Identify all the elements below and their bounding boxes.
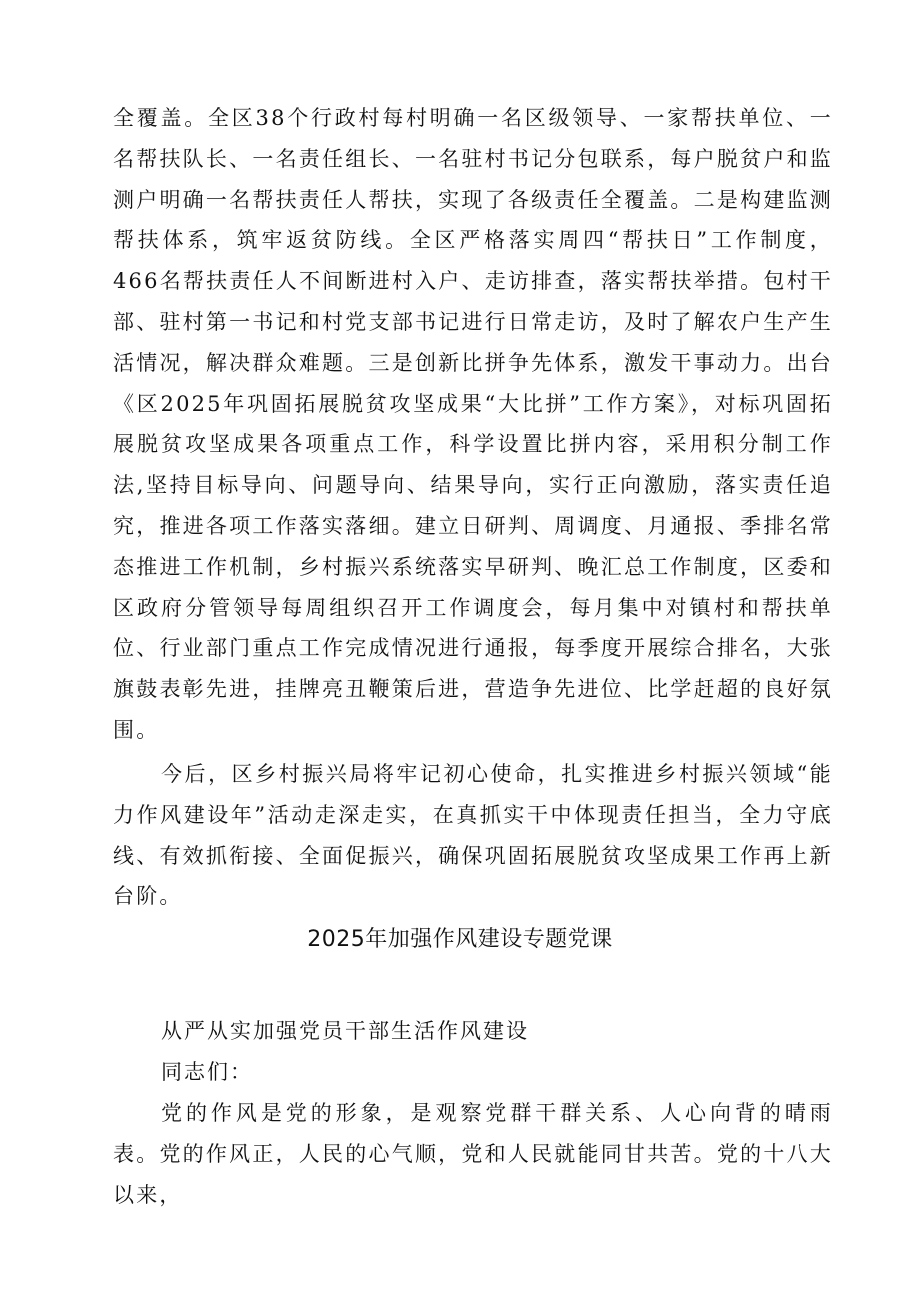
- body-paragraph-2: 今后，区乡村振兴局将牢记初心使命，扎实推进乡村振兴领域“能力作风建设年”活动走深走实，在真抓实干中体现责任担当，全力守底线、有效抓衔接、全面促振兴，确保巩固拓展脱贫攻坚成果工作再上新台阶。: [113, 762, 833, 909]
- section-title: 2025年加强作风建设专题党课: [307, 927, 613, 952]
- document-subtitle: 从严从实加强党员干部生活作风建设: [161, 1019, 529, 1043]
- body-paragraph-1: 全覆盖。全区38个行政村每村明确一名区级领导、一家帮扶单位、一名帮扶队长、一名责任组长、一名驻村书记分包联系，每户脱贫户和监测户明确一名帮扶责任人帮扶，实现了各级责任全覆盖。二是构建监测帮扶体系，筑牢返贫防线。全区严格落实周四“帮扶日”工作制度，466名帮扶责任人不间断进村入户、走访排查，落实帮扶举措。包村干部、驻村第一书记和村党支部书记进行日常走访，及时了解农户生产生活情况，解决群众难题。三是创新比拼争先体系，激发干事动力。出台《区2025年巩固拓展脱贫攻坚成果“大比拼”工作方案》，对标巩固拓展脱贫攻坚成果各项重点工作，科学设置比拼内容，采用积分制工作法,坚持目标导向、问题导向、结果导向，实行正向激励，落实责任追究，推进各项工作落实落细。建立日研判、周调度、月通报、季排名常态推进工作机制，乡村振兴系统落实早研判、晚汇总工作制度，区委和区政府分管领导每周组织召开工作调度会，每月集中对镇村和帮扶单位、行业部门重点工作完成情况进行通报，每季度开展综合排名，大张旗鼓表彰先进，挂牌亮丑鞭策后进，营造争先进位、比学赶超的良好氛围。: [113, 106, 833, 742]
- body-paragraph-3: 党的作风是党的形象，是观察党群干群关系、人心向背的晴雨表。党的作风正，人民的心气顺，党和人民就能同甘共苦。党的十八大以来，: [113, 1101, 833, 1207]
- greeting: 同志们：: [161, 1060, 253, 1084]
